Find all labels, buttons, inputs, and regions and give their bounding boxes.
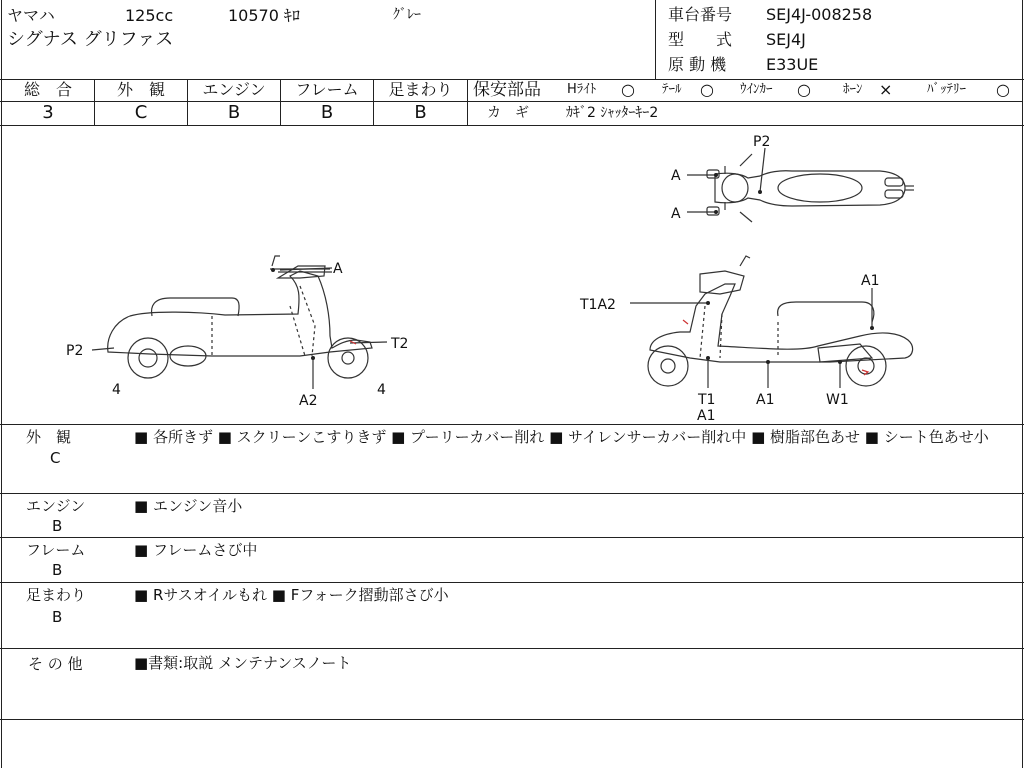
label-top-a2: A (671, 206, 681, 222)
label-top-a1: A (671, 168, 681, 184)
label-left-a: A (333, 261, 343, 277)
leader-top-p2 (760, 148, 765, 192)
leader-left-t2 (350, 342, 387, 343)
model-name: シグナス グリファス (7, 29, 174, 50)
chassis-number: SEJ4J-008258 (766, 5, 873, 24)
grade-label-overall: 総 合 (23, 80, 72, 99)
note-text-exterior: ■ 各所きず ■ スクリーンこすりきず ■ プーリーカバー削れ ■ サイレンサーカバー削れ中 ■ 樹脂部色あせ ■ シート色あせ小 (134, 428, 989, 446)
notes-divider-4 (0, 648, 1024, 649)
notes-top (0, 424, 1024, 425)
grade-label-frame: フレーム (295, 80, 359, 99)
label-left-t2: T2 (391, 336, 409, 352)
grade-label-engine: エンジン (202, 80, 266, 99)
type-label: 型 式 (668, 30, 733, 49)
safety-item-winker: ｳｲﾝｶｰ (740, 82, 773, 97)
grade-label-suspension: 足まわり (388, 80, 453, 99)
label-left-4a: 4 (112, 382, 121, 398)
note-text-suspension: ■ Rサスオイルもれ ■ Fフォーク摺動部さび小 (134, 586, 449, 604)
type-value: SEJ4J (766, 30, 806, 49)
leader-left-p2 (92, 348, 114, 350)
grade-label-exterior: 外 観 (116, 80, 165, 99)
note-grade-frame: B (52, 561, 63, 579)
label-right-w1: W1 (826, 392, 849, 408)
damage-mark-right-t1a2 (683, 320, 688, 324)
label-right-a1-top: A1 (861, 273, 880, 289)
damage-diagram (0, 126, 1024, 424)
maker-name: ヤマハ (7, 6, 55, 25)
chassis-label: 車台番号 (668, 5, 733, 24)
notes-divider-2 (0, 537, 1024, 538)
grade-value-engine: B (227, 102, 241, 123)
mileage: 10570 ｷﾛ (228, 6, 300, 25)
body-color: ｸﾞﾚｰ (393, 7, 421, 23)
safety-item-horn: ﾎｰﾝ (843, 82, 863, 97)
note-text-other: ■書類:取説 メンテナンスノート (134, 654, 352, 672)
grade-divider-5 (467, 79, 468, 125)
note-text-engine: ■ エンジン音小 (134, 497, 243, 515)
note-grade-engine: B (52, 517, 63, 535)
safety-mark-horn: × (879, 80, 893, 99)
displacement: 125cc (125, 6, 174, 25)
label-left-a2: A2 (299, 393, 318, 409)
note-grade-suspension: B (52, 608, 63, 626)
note-text-frame: ■ フレームさび中 (134, 541, 258, 559)
safety-item-headlight: Hﾗｲﾄ (567, 82, 597, 97)
note-category-other: そ の 他 (28, 655, 83, 673)
note-grade-exterior: C (50, 449, 61, 467)
note-category-frame: フレーム (26, 541, 86, 559)
engine-value: E33UE (766, 55, 819, 74)
label-right-a1-mid: A1 (756, 392, 775, 408)
label-right-t1: T1 (698, 392, 716, 408)
notes-divider-1 (0, 493, 1024, 494)
label-left-4b: 4 (377, 382, 386, 398)
note-category-engine: エンジン (26, 497, 86, 515)
grade-value-exterior: C (134, 102, 148, 123)
grade-value-suspension: B (414, 102, 427, 123)
safety-item-battery: ﾊﾞｯﾃﾘｰ (927, 82, 966, 97)
label-top-p2: P2 (753, 134, 771, 150)
scooter-top-view (707, 154, 914, 222)
safety-mark-battery: ○ (996, 80, 1010, 99)
safety-item-taillight: ﾃｰﾙ (662, 82, 682, 97)
notes-divider-3 (0, 582, 1024, 583)
grade-value-frame: B (320, 102, 334, 123)
safety-mark-taillight: ○ (700, 80, 714, 99)
key-label: カ ギ (487, 105, 529, 121)
note-category-suspension: 足まわり (26, 586, 87, 604)
note-category-exterior: 外 観 (26, 428, 72, 446)
key-value: ｶｷﾞ2 ｼｬｯﾀｰｷｰ2 (566, 105, 659, 121)
safety-label: 保安部品 (473, 80, 541, 100)
header-divider (655, 0, 656, 79)
label-right-a1-under: A1 (697, 408, 716, 424)
safety-mark-winker: ○ (797, 80, 811, 99)
notes-bottom (0, 719, 1024, 720)
grade-value-overall: 3 (42, 102, 54, 123)
safety-mark-headlight: ○ (621, 80, 635, 99)
engine-label: 原 動 機 (668, 55, 727, 74)
label-left-p2: P2 (66, 343, 84, 359)
safety-row-mid (467, 101, 1023, 102)
label-right-t1a2: T1A2 (580, 297, 616, 313)
